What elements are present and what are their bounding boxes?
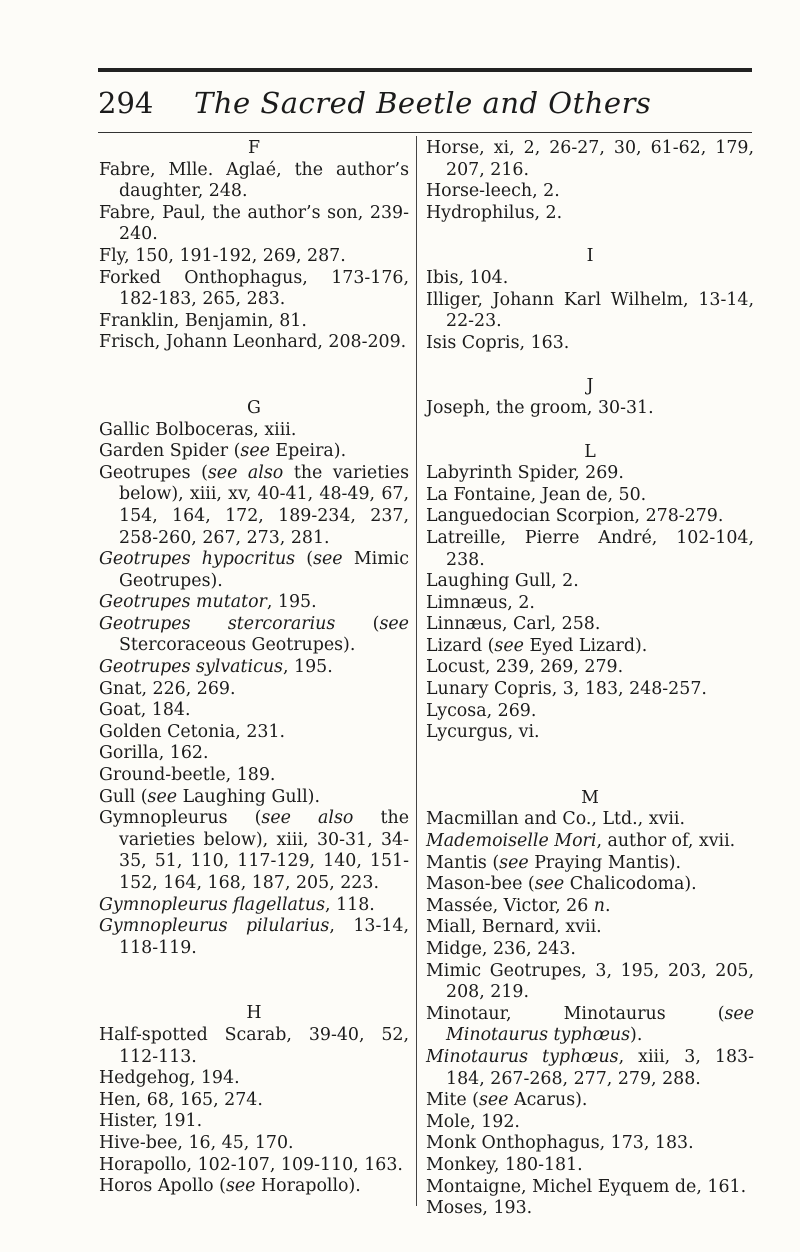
index-entry: Monkey, 180-181. [426,1154,583,1175]
index-entry: Ibis, 104. [426,267,509,288]
index-entry: Mademoiselle Mori, author of, xvii. [426,831,736,852]
index-entry: Gymnopleurus pilularius, 13-14, 118-119. [99,916,410,958]
index-entry: Hydrophilus, 2. [426,202,563,223]
index-entry: Gull (see Laughing Gull). [99,786,320,807]
index-entry: Laughing Gull, 2. [426,571,579,592]
index-entry: Locust, 239, 269, 279. [426,657,624,678]
index-entry: Gymnopleurus flagellatus, 118. [99,894,375,915]
index-entry: Minotaurus typhœus, xiii, 3, 183-184, 267-268, 277, 279, 288. [426,1046,755,1089]
index-entry: Moses, 193. [426,1198,533,1219]
index-entry: Hive-bee, 16, 45, 170. [99,1132,294,1153]
index-entry: Lunary Copris, 3, 183, 248-257. [426,679,707,700]
index-entry: Fabre, Mlle. Aglaé, the author’s daughter, 248. [99,159,409,202]
index-entry: Miall, Bernard, xvii. [426,917,602,938]
top-rule [98,68,752,72]
page-header [98,86,752,126]
index-entry: Lycosa, 269. [426,700,537,721]
index-entry: Geotrupes stercorarius (see Stercoraceous Geotrupes). [99,613,409,656]
index-entry: Hister, 191. [99,1111,203,1132]
index-entry: Macmillan and Co., Ltd., xvii. [426,809,686,830]
index-entry: Horos Apollo (see Horapollo). [99,1176,361,1197]
index-entry: Geotrupes hypocritus (see Mimic Geotrupes). [99,549,409,591]
index-entry: Montaigne, Michel Eyquem de, 161. [426,1176,747,1197]
index-entry: Labyrinth Spider, 269. [426,463,624,484]
index-entry: Gallic Bolboceras, xiii. [99,419,297,440]
index-entry: Linnæus, Carl, 258. [426,614,601,635]
index-entry: Gymnopleurus (see also the varieties below), xiii, 30-31, 34-35, 51, 110, 117-129, 140, 151-152, 164, 168, 187, 205, 223. [99,808,409,893]
index-entry: Mason-bee (see Chalicodoma). [426,874,697,895]
index-entry: Midge, 236, 243. [426,939,576,959]
index-entry: Isis Copris, 163. [426,332,570,353]
section-letter-j: J [586,376,594,397]
index-entry: Mole, 192. [426,1111,520,1132]
section-letter-g: G [247,397,261,418]
index-entry: Ground-beetle, 189. [99,765,276,786]
index-column-left [99,138,409,1198]
index-entry: Gnat, 226, 269. [99,678,236,699]
index-entry: Mimic Geotrupes, 3, 195, 203, 205, 208, 219. [426,960,754,1003]
index-entry: Garden Spider (see Epeira). [99,441,347,462]
index-entry: Geotrupes mutator, 195. [99,592,317,613]
index-entry: Massée, Victor, 26 n. [426,895,611,916]
index-entry: Half-spotted Scarab, 39-40, 52, 112-113. [99,1024,409,1067]
index-entry: Hedgehog, 194. [99,1068,240,1089]
index-entry: Lizard (see Eyed Lizard). [426,635,648,656]
index-entry: Forked Onthophagus, 173-176, 182-183, 265, 283. [99,267,409,310]
index-entry: Mantis (see Praying Mantis). [426,852,682,873]
section-letter-l: L [584,441,596,462]
index-entry: Franklin, Benjamin, 81. [99,310,307,331]
running-title: The Sacred Beetle and Others [194,86,652,120]
index-entry: Minotaur, Minotaurus (see Minotaurus typhœus). [426,1003,754,1046]
index-entry: Frisch, Johann Leonhard, 208-209. [99,332,407,353]
index-entry: Hen, 68, 165, 274. [99,1089,263,1110]
index-entry: Goat, 184. [99,700,191,721]
index-entry: Lycurgus, vi. [426,722,540,743]
index-column-right [426,138,754,1220]
index-entry: Geotrupes sylvaticus, 195. [99,657,333,678]
index-entry: Horapollo, 102-107, 109-110, 163. [99,1154,403,1175]
header-rule [98,132,752,133]
page-number: 294 [98,86,154,120]
index-entry: Latreille, Pierre André, 102-104, 238. [426,527,754,570]
index-entry: Fly, 150, 191-192, 269, 287. [99,245,346,266]
index-entry: Languedocian Scorpion, 278-279. [426,506,724,527]
index-entry: Limnæus, 2. [426,592,535,613]
index-entry: La Fontaine, Jean de, 50. [426,484,647,505]
index-entry: Joseph, the groom, 30-31. [426,397,654,418]
index-entry: Fabre, Paul, the author’s son, 239-240. [99,202,409,245]
column-divider [416,136,417,1206]
section-letter-h: H [246,1003,262,1024]
section-letter-m: M [581,787,599,808]
section-letter-i: I [586,246,594,267]
index-entry: Gorilla, 162. [99,743,209,764]
index-entry: Monk Onthophagus, 173, 183. [426,1133,694,1154]
index-entry: Mite (see Acarus). [426,1090,588,1111]
index-entry: Geotrupes (see also the varieties below), xiii, xv, 40-41, 48-49, 67, 154, 164, 172, 189-234, 237, 258-260, 267, 273, 281. [99,462,409,548]
index-entry: Horse, xi, 2, 26-27, 30, 61-62, 179, 207, 216. [426,138,754,180]
index-entry: Illiger, Johann Karl Wilhelm, 13-14, 22-23. [426,289,754,332]
index-entry: Horse-leech, 2. [426,181,560,202]
section-letter-f: F [247,138,261,158]
index-entry: Golden Cetonia, 231. [99,721,286,742]
